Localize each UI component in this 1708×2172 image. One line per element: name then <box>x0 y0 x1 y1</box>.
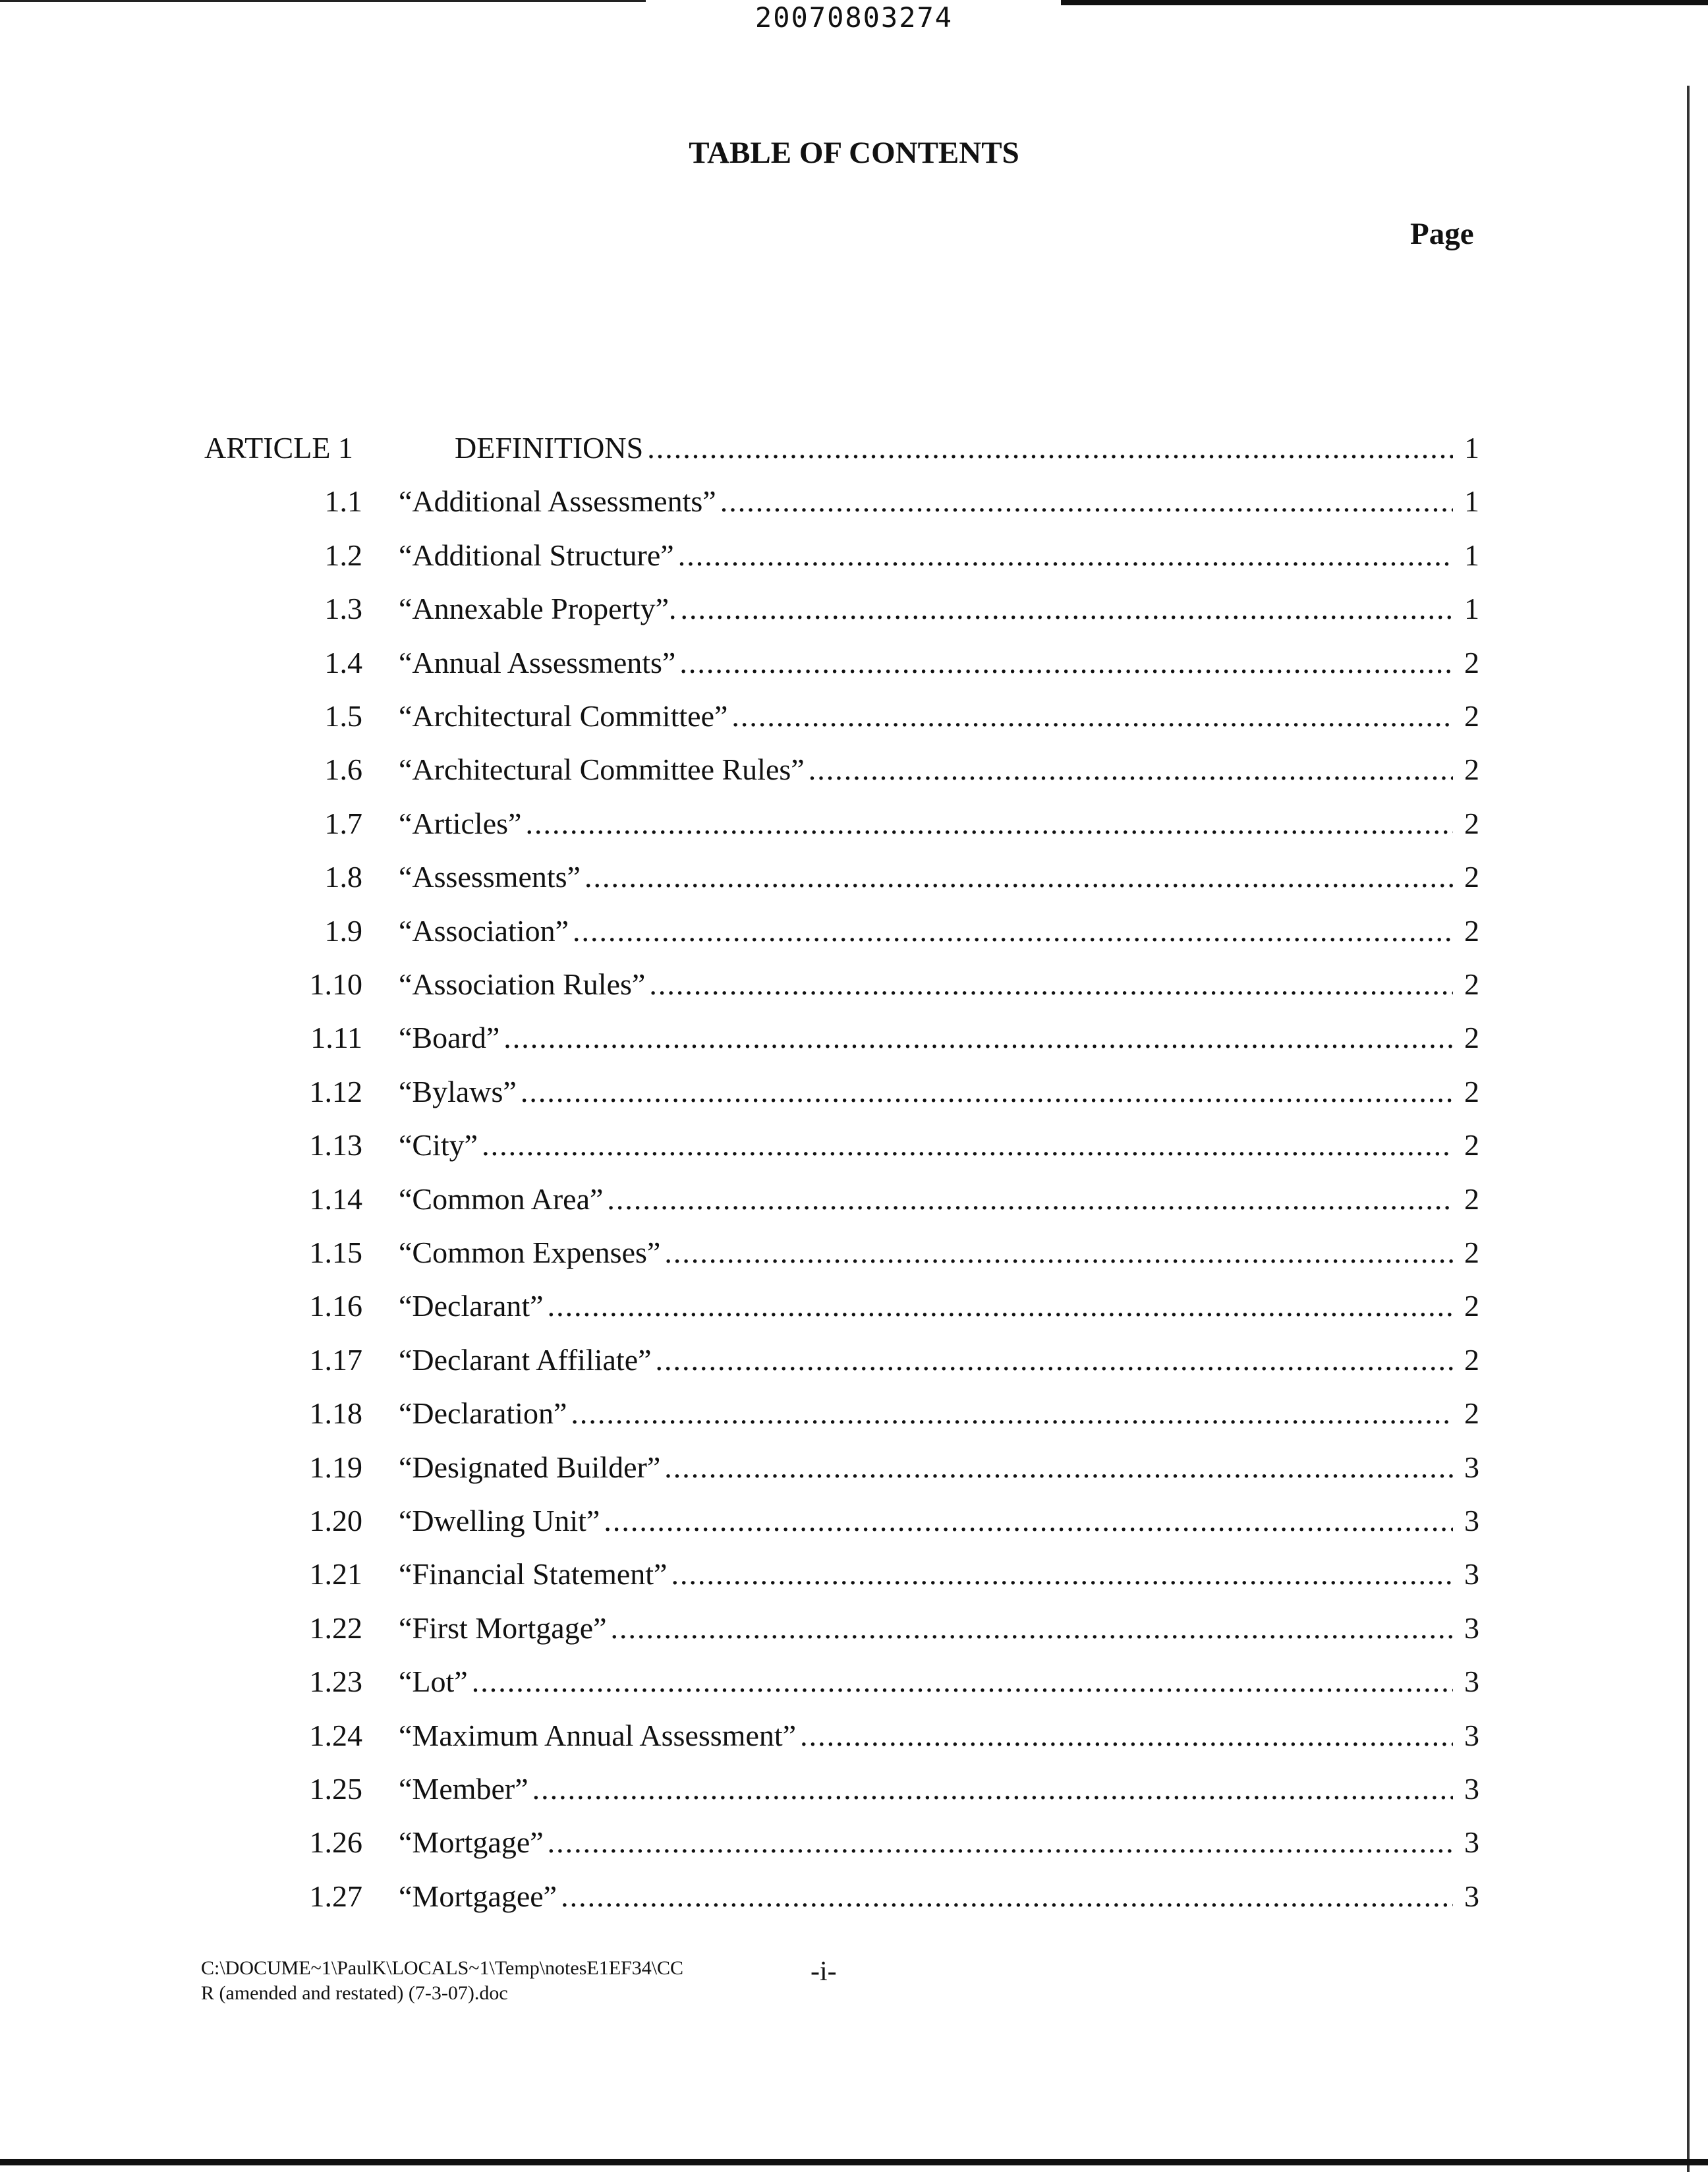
section-number: 1.10 <box>309 967 362 1001</box>
section-number: 1.5 <box>324 699 362 733</box>
section-page-number: 3 <box>1464 1611 1479 1645</box>
section-title: “Declarant Affiliate” <box>399 1342 652 1377</box>
section-number: 1.4 <box>324 645 362 679</box>
toc-entry <box>399 1390 1479 1437</box>
section-page-number: 1 <box>1464 538 1479 572</box>
section-number: 1.8 <box>324 860 362 894</box>
dot-leader <box>681 586 1453 632</box>
toc-entry <box>399 1605 1479 1651</box>
toc-entry <box>399 1069 1479 1115</box>
section-title: “Articles” <box>399 806 522 840</box>
section-number: 1.17 <box>309 1342 362 1377</box>
toc-entry <box>399 747 1479 793</box>
dot-leader <box>678 532 1453 579</box>
section-page-number: 3 <box>1464 1665 1479 1699</box>
section-page-number: 2 <box>1464 1128 1479 1162</box>
dot-leader <box>525 801 1453 847</box>
dot-leader <box>503 1015 1453 1061</box>
dot-leader <box>604 1498 1453 1544</box>
toc-entry <box>399 1337 1479 1383</box>
section-number: 1.3 <box>324 592 362 626</box>
section-title: “Assessments” <box>399 860 581 894</box>
section-title: “Association” <box>399 913 569 948</box>
article-entry <box>455 425 1479 471</box>
section-title: “Association Rules” <box>399 967 646 1001</box>
article-page-number: 1 <box>1464 431 1479 465</box>
section-number: 1.15 <box>309 1236 362 1269</box>
section-number: 1.23 <box>309 1665 362 1699</box>
section-page-number: 1 <box>1464 592 1479 626</box>
dot-leader <box>607 1176 1453 1222</box>
section-title: “First Mortgage” <box>399 1611 607 1645</box>
dot-leader <box>472 1659 1453 1705</box>
section-page-number: 2 <box>1464 913 1479 948</box>
section-title: “Financial Statement” <box>399 1557 668 1591</box>
toc-entry-row[interactable] <box>0 1069 1708 1115</box>
dot-leader <box>611 1605 1453 1651</box>
toc-entry-row[interactable] <box>0 854 1708 900</box>
section-title: “Architectural Committee” <box>399 699 728 733</box>
section-number: 1.22 <box>309 1611 362 1645</box>
toc-entry-row[interactable] <box>0 961 1708 1008</box>
toc-entry-row[interactable] <box>0 908 1708 954</box>
toc-entry-row[interactable] <box>0 1766 1708 1812</box>
section-title: “Annual Assessments” <box>399 645 676 679</box>
toc-entry <box>399 1873 1479 1920</box>
dot-leader <box>561 1873 1453 1920</box>
section-title: “Lot” <box>399 1665 468 1699</box>
section-title: “Additional Structure” <box>399 538 674 572</box>
toc-entry <box>399 1122 1479 1168</box>
section-title: “Declaration” <box>399 1396 567 1431</box>
toc-entry <box>399 478 1479 525</box>
dot-leader <box>548 1819 1453 1866</box>
section-number: 1.21 <box>309 1557 362 1591</box>
page-title: TABLE OF CONTENTS <box>689 136 1019 170</box>
toc-entry <box>399 801 1479 847</box>
toc-entry-row[interactable] <box>0 478 1708 525</box>
toc-entry <box>399 1713 1479 1759</box>
toc-entry <box>399 1766 1479 1812</box>
toc-entry <box>399 1283 1479 1329</box>
dot-leader <box>647 425 1453 471</box>
section-page-number: 2 <box>1464 753 1479 787</box>
section-title: “Declarant” <box>399 1289 544 1323</box>
dot-leader <box>679 640 1453 686</box>
toc-entry-row[interactable] <box>0 1122 1708 1168</box>
section-title: “Bylaws” <box>399 1074 517 1108</box>
dot-leader <box>584 854 1453 900</box>
section-number: 1.13 <box>309 1128 362 1162</box>
toc-article-row[interactable] <box>0 425 1708 471</box>
toc-entry-row[interactable] <box>0 1713 1708 1759</box>
toc-entry-row[interactable] <box>0 1283 1708 1329</box>
section-number: 1.12 <box>309 1074 362 1108</box>
section-page-number: 2 <box>1464 1182 1479 1216</box>
toc-entry <box>399 1444 1479 1491</box>
toc-entry <box>399 1659 1479 1705</box>
section-number: 1.26 <box>309 1825 362 1860</box>
section-title: “Designated Builder” <box>399 1450 661 1484</box>
section-page-number: 2 <box>1464 699 1479 733</box>
footer-path-line-2: R (amended and restated) (7-3-07).doc <box>201 1982 508 2004</box>
section-page-number: 2 <box>1464 1021 1479 1055</box>
toc-entry-row[interactable] <box>0 801 1708 847</box>
section-page-number: 3 <box>1464 1450 1479 1484</box>
section-page-number: 2 <box>1464 1396 1479 1431</box>
dot-leader <box>809 747 1453 793</box>
section-title: “Mortgagee” <box>399 1879 557 1913</box>
dot-leader <box>532 1766 1453 1812</box>
section-title: “City” <box>399 1128 478 1162</box>
section-page-number: 2 <box>1464 1289 1479 1323</box>
section-number: 1.7 <box>324 806 362 840</box>
toc-entry <box>399 1015 1479 1061</box>
section-title: “Maximum Annual Assessment” <box>399 1718 797 1752</box>
section-page-number: 3 <box>1464 1504 1479 1537</box>
article-title: DEFINITIONS <box>455 431 644 465</box>
toc-entry-row[interactable] <box>0 1605 1708 1651</box>
toc-entry <box>399 908 1479 954</box>
section-page-number: 1 <box>1464 484 1479 519</box>
section-number: 1.1 <box>324 484 362 519</box>
section-page-number: 3 <box>1464 1718 1479 1752</box>
toc-entry <box>399 532 1479 579</box>
footer-file-path <box>201 1956 794 2006</box>
section-title: “Additional Assessments” <box>399 484 716 519</box>
section-number: 1.24 <box>309 1718 362 1752</box>
dot-leader <box>664 1444 1453 1491</box>
section-title: “Architectural Committee Rules” <box>399 753 805 787</box>
toc-entry-row[interactable] <box>0 1337 1708 1383</box>
footer-page-number: -i- <box>811 1957 837 1987</box>
section-title: “Dwelling Unit” <box>399 1504 600 1537</box>
toc-entry-row[interactable] <box>0 1176 1708 1222</box>
toc-entry-row[interactable] <box>0 640 1708 686</box>
section-title: “Common Area” <box>399 1182 604 1216</box>
dot-leader <box>571 1390 1453 1437</box>
section-number: 1.9 <box>324 913 362 948</box>
dot-leader <box>649 961 1453 1008</box>
section-page-number: 3 <box>1464 1825 1479 1860</box>
dot-leader <box>573 908 1453 954</box>
section-number: 1.11 <box>310 1021 362 1055</box>
toc-entry <box>399 1498 1479 1544</box>
section-title: “Common Expenses” <box>399 1236 661 1269</box>
toc-entry-row[interactable] <box>0 1390 1708 1437</box>
toc-entry-row[interactable] <box>0 586 1708 632</box>
toc-entry-row[interactable] <box>0 1873 1708 1920</box>
toc-entry <box>399 640 1479 686</box>
toc-entry-row[interactable] <box>0 1444 1708 1491</box>
section-page-number: 2 <box>1464 645 1479 679</box>
dot-leader <box>800 1713 1453 1759</box>
document-number: 20070803274 <box>754 1 954 34</box>
section-page-number: 2 <box>1464 1236 1479 1269</box>
scan-edge-bottom <box>0 2159 1708 2165</box>
dot-leader <box>720 478 1453 525</box>
section-title: “Board” <box>399 1021 500 1055</box>
toc-entry <box>399 854 1479 900</box>
section-page-number: 2 <box>1464 967 1479 1001</box>
toc-entry <box>399 693 1479 739</box>
toc-entry <box>399 1230 1479 1276</box>
article-number: ARTICLE 1 <box>204 431 353 465</box>
section-page-number: 2 <box>1464 1342 1479 1377</box>
section-number: 1.6 <box>324 753 362 787</box>
toc-entry-row[interactable] <box>0 747 1708 793</box>
section-page-number: 2 <box>1464 860 1479 894</box>
toc-entry-row[interactable] <box>0 1819 1708 1866</box>
section-number: 1.27 <box>309 1879 362 1913</box>
section-number: 1.14 <box>309 1182 362 1216</box>
section-number: 1.19 <box>309 1450 362 1484</box>
section-number: 1.2 <box>324 538 362 572</box>
section-number: 1.25 <box>309 1772 362 1806</box>
dot-leader <box>664 1230 1453 1276</box>
section-page-number: 3 <box>1464 1772 1479 1806</box>
section-page-number: 2 <box>1464 1074 1479 1108</box>
toc-entry-row[interactable] <box>0 1659 1708 1705</box>
page-column-header: Page <box>1410 217 1474 251</box>
toc-entry <box>399 1819 1479 1866</box>
section-title: “Mortgage” <box>399 1825 544 1860</box>
section-number: 1.18 <box>309 1396 362 1431</box>
section-number: 1.16 <box>309 1289 362 1323</box>
section-number: 1.20 <box>309 1504 362 1537</box>
section-title: “Member” <box>399 1772 528 1806</box>
toc-entry-row[interactable] <box>0 1015 1708 1061</box>
dot-leader <box>731 693 1453 739</box>
toc-entry-row[interactable] <box>0 1230 1708 1276</box>
toc-entry-row[interactable] <box>0 532 1708 579</box>
dot-leader <box>671 1551 1453 1597</box>
section-page-number: 2 <box>1464 806 1479 840</box>
toc-entry <box>399 1551 1479 1597</box>
toc-entry <box>399 1176 1479 1222</box>
dot-leader <box>656 1337 1453 1383</box>
section-title: “Annexable Property”. <box>399 592 677 626</box>
toc-entry <box>399 961 1479 1008</box>
dot-leader <box>482 1122 1453 1168</box>
footer-path-line-1: C:\DOCUME~1\PaulK\LOCALS~1\Temp\notesE1EF34\CC <box>201 1957 684 1979</box>
toc-entry-row[interactable] <box>0 1498 1708 1544</box>
section-page-number: 3 <box>1464 1557 1479 1591</box>
dot-leader <box>521 1069 1453 1115</box>
section-page-number: 3 <box>1464 1879 1479 1913</box>
dot-leader <box>548 1283 1453 1329</box>
toc-entry-row[interactable] <box>0 693 1708 739</box>
toc-entry-row[interactable] <box>0 1551 1708 1597</box>
toc-entry <box>399 586 1479 632</box>
